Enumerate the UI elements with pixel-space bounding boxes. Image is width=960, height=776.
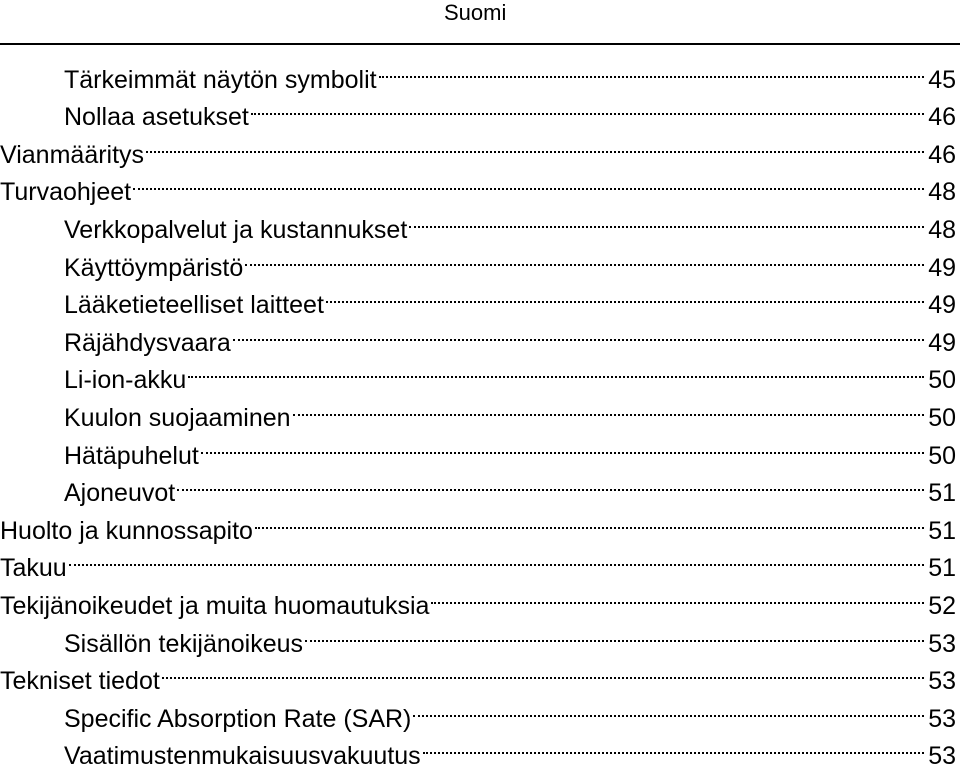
toc-entry-title: Lääketieteelliset laitteet: [64, 291, 324, 320]
toc-entry-title: Kuulon suojaaminen: [64, 403, 291, 432]
toc-entry-title: Tekniset tiedot: [0, 667, 160, 696]
toc-entry-page-number: 52: [928, 591, 956, 620]
toc-entry[interactable]: [0, 200, 956, 244]
toc-entry-page-number: 53: [928, 629, 956, 658]
header-divider: [0, 43, 960, 45]
dot-leader: [245, 238, 924, 276]
toc-entry-title: Vianmääritys: [0, 140, 145, 169]
toc-entry-page-number: 48: [928, 215, 956, 244]
toc-entry-title: Räjähdysvaara: [64, 328, 231, 357]
table-of-contents: [0, 50, 956, 771]
toc-entry-title: Nollaa asetukset: [64, 103, 249, 132]
toc-entry-title: Hätäpuhelut: [64, 441, 199, 470]
dot-leader: [162, 652, 924, 690]
toc-entry-page-number: 50: [928, 403, 956, 432]
toc-entry-page-number: 46: [928, 103, 956, 132]
dot-leader: [201, 426, 924, 464]
dot-leader: [293, 388, 924, 426]
dot-leader: [413, 689, 924, 727]
toc-entry-page-number: 49: [928, 328, 956, 357]
toc-entry-title: Verkkopalvelut ja kustannukset: [64, 215, 408, 244]
toc-entry-page-number: 53: [928, 667, 956, 696]
dot-leader: [133, 163, 924, 201]
toc-entry-title: Ajoneuvot: [64, 479, 176, 508]
dot-leader: [305, 614, 924, 652]
dot-leader: [69, 539, 924, 577]
toc-entry-page-number: 49: [928, 253, 956, 282]
dot-leader: [251, 88, 924, 126]
section-label: Suomi: [444, 0, 507, 25]
toc-entry[interactable]: [0, 50, 956, 94]
toc-entry-page-number: 46: [928, 140, 956, 169]
toc-entry-page-number: 51: [928, 479, 956, 508]
dot-leader: [326, 276, 924, 314]
dot-leader: [409, 200, 924, 238]
dot-leader: [188, 351, 924, 389]
toc-entry-title: Turvaohjeet: [0, 178, 132, 207]
toc-entry-title: Li-ion-akku: [64, 366, 187, 395]
toc-entry-title: Tärkeimmät näytön symbolit: [64, 65, 377, 94]
toc-entry-page-number: 50: [928, 441, 956, 470]
toc-entry-page-number: 45: [928, 65, 956, 94]
toc-entry-page-number: 53: [928, 742, 956, 771]
toc-entry-title: Takuu: [0, 554, 67, 583]
toc-entry[interactable]: [0, 539, 956, 583]
toc-entry-title: Tekijänoikeudet ja muita huomautuksia: [0, 591, 430, 620]
toc-entry-page-number: 48: [928, 178, 956, 207]
toc-entry-page-number: 50: [928, 366, 956, 395]
toc-entry-title: Sisällön tekijänoikeus: [64, 629, 304, 658]
dot-leader: [379, 50, 924, 88]
dot-leader: [146, 125, 924, 163]
dot-leader: [177, 464, 924, 502]
dot-leader: [233, 313, 924, 351]
toc-entry-title: Käyttöympäristö: [64, 253, 244, 282]
toc-entry-title: Huolto ja kunnossapito: [0, 516, 253, 545]
toc-entry[interactable]: [0, 576, 956, 620]
toc-entry-page-number: 49: [928, 291, 956, 320]
toc-entry[interactable]: [0, 163, 956, 207]
toc-entry-page-number: 53: [928, 704, 956, 733]
dot-leader: [431, 576, 924, 614]
toc-entry-title: Specific Absorption Rate (SAR): [64, 704, 412, 733]
dot-leader: [423, 727, 924, 765]
toc-entry-page-number: 51: [928, 554, 956, 583]
toc-entry-title: Vaatimustenmukaisuusvakuutus: [64, 742, 421, 771]
dot-leader: [255, 501, 924, 539]
toc-entry-page-number: 51: [928, 516, 956, 545]
